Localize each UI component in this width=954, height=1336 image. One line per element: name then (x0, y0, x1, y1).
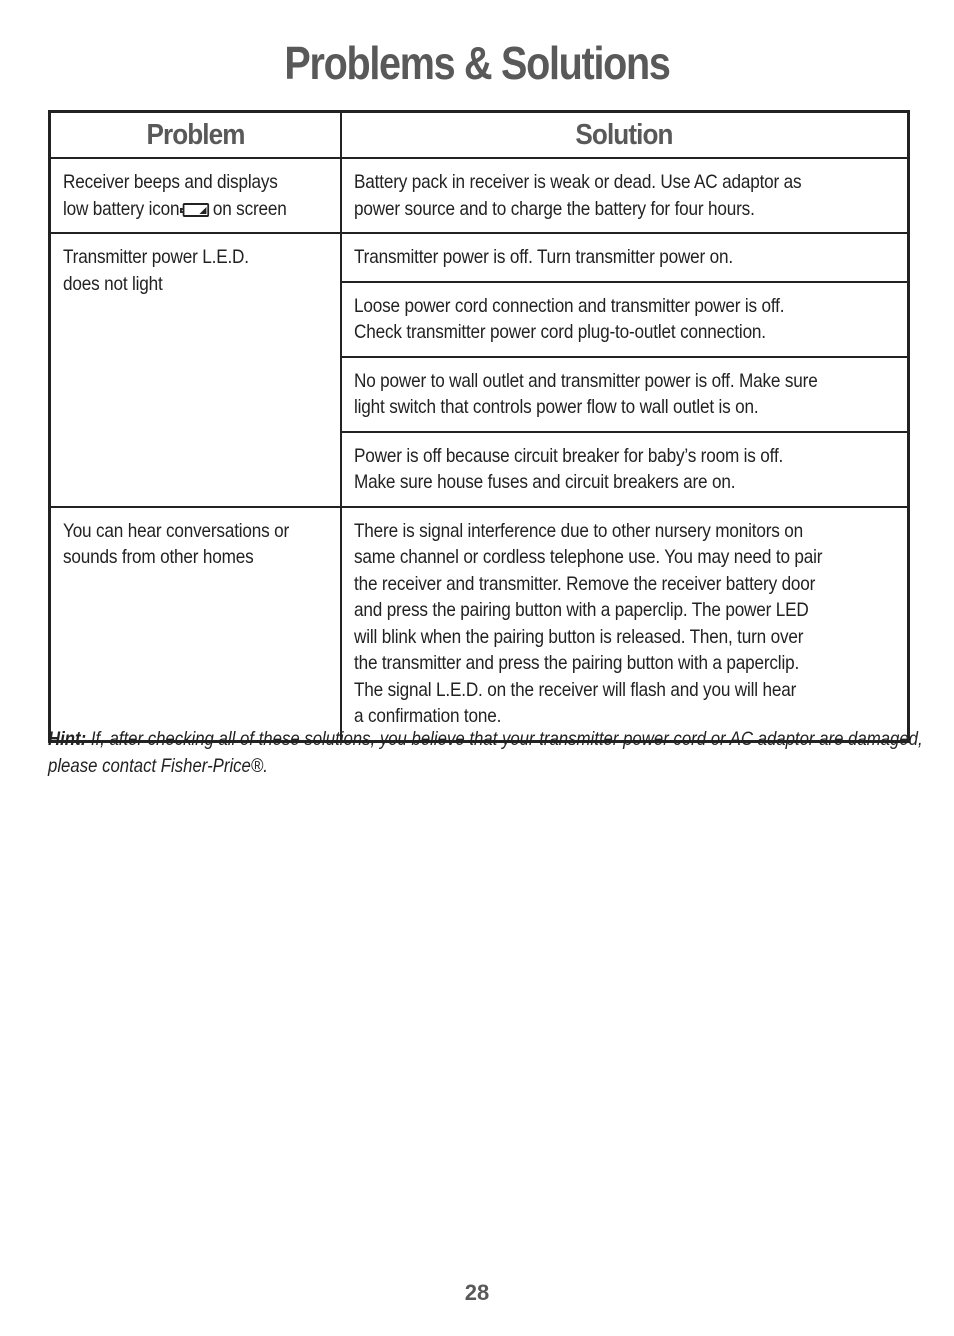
solution-cell: Power is off because circuit breaker for baby’s room is off. Make sure house fuses and circuit breakers are on. (341, 432, 909, 507)
low-battery-icon (183, 203, 209, 217)
table-row (50, 158, 909, 233)
table-row (50, 233, 909, 282)
problem-cell: Receiver beeps and displays low battery icon on screen (50, 158, 341, 233)
hint-text: If, after checking all of these solutions, you believe that your transmitter power cord or AC adaptor are damaged, please contact Fisher-Price®. (48, 728, 923, 777)
solution-cell: Battery pack in receiver is weak or dead. Use AC adaptor as power source and to charge the battery for four hours. (341, 158, 909, 233)
problem-cell: Transmitter power L.E.D. does not light (50, 233, 341, 507)
page-number: 28 (464, 1280, 490, 1305)
problem-column-header: Problem (50, 112, 341, 159)
problem-cell: You can hear conversations or sounds from other homes (50, 507, 341, 742)
solution-cell: No power to wall outlet and transmitter power is off. Make sure light switch that controls power flow to wall outlet is on. (341, 357, 909, 432)
table-header-row (50, 112, 909, 159)
page-title: Problems & Solutions (284, 37, 670, 89)
solution-cell: Loose power cord connection and transmitter power is off. Check transmitter power cord plug-to-outlet connection. (341, 282, 909, 357)
problems-solutions-table (48, 110, 910, 743)
hint-label: Hint: (48, 728, 87, 750)
table-row (50, 507, 909, 742)
solution-cell: Transmitter power is off. Turn transmitter power on. (341, 233, 909, 282)
hint-note (48, 726, 928, 780)
solution-column-header: Solution (341, 112, 909, 159)
solution-cell: There is signal interference due to other nursery monitors on same channel or cordless telephone use. You may need to pair the receiver and transmitter. Remove the receiver battery door and press the pairing button with a paperclip. The power LED will blink when the pairing button is released. Then, turn over the transmitter and press the pairing button with a paperclip. The signal L.E.D. on the receiver will flash and you will hear a confirmation tone. (341, 507, 909, 742)
